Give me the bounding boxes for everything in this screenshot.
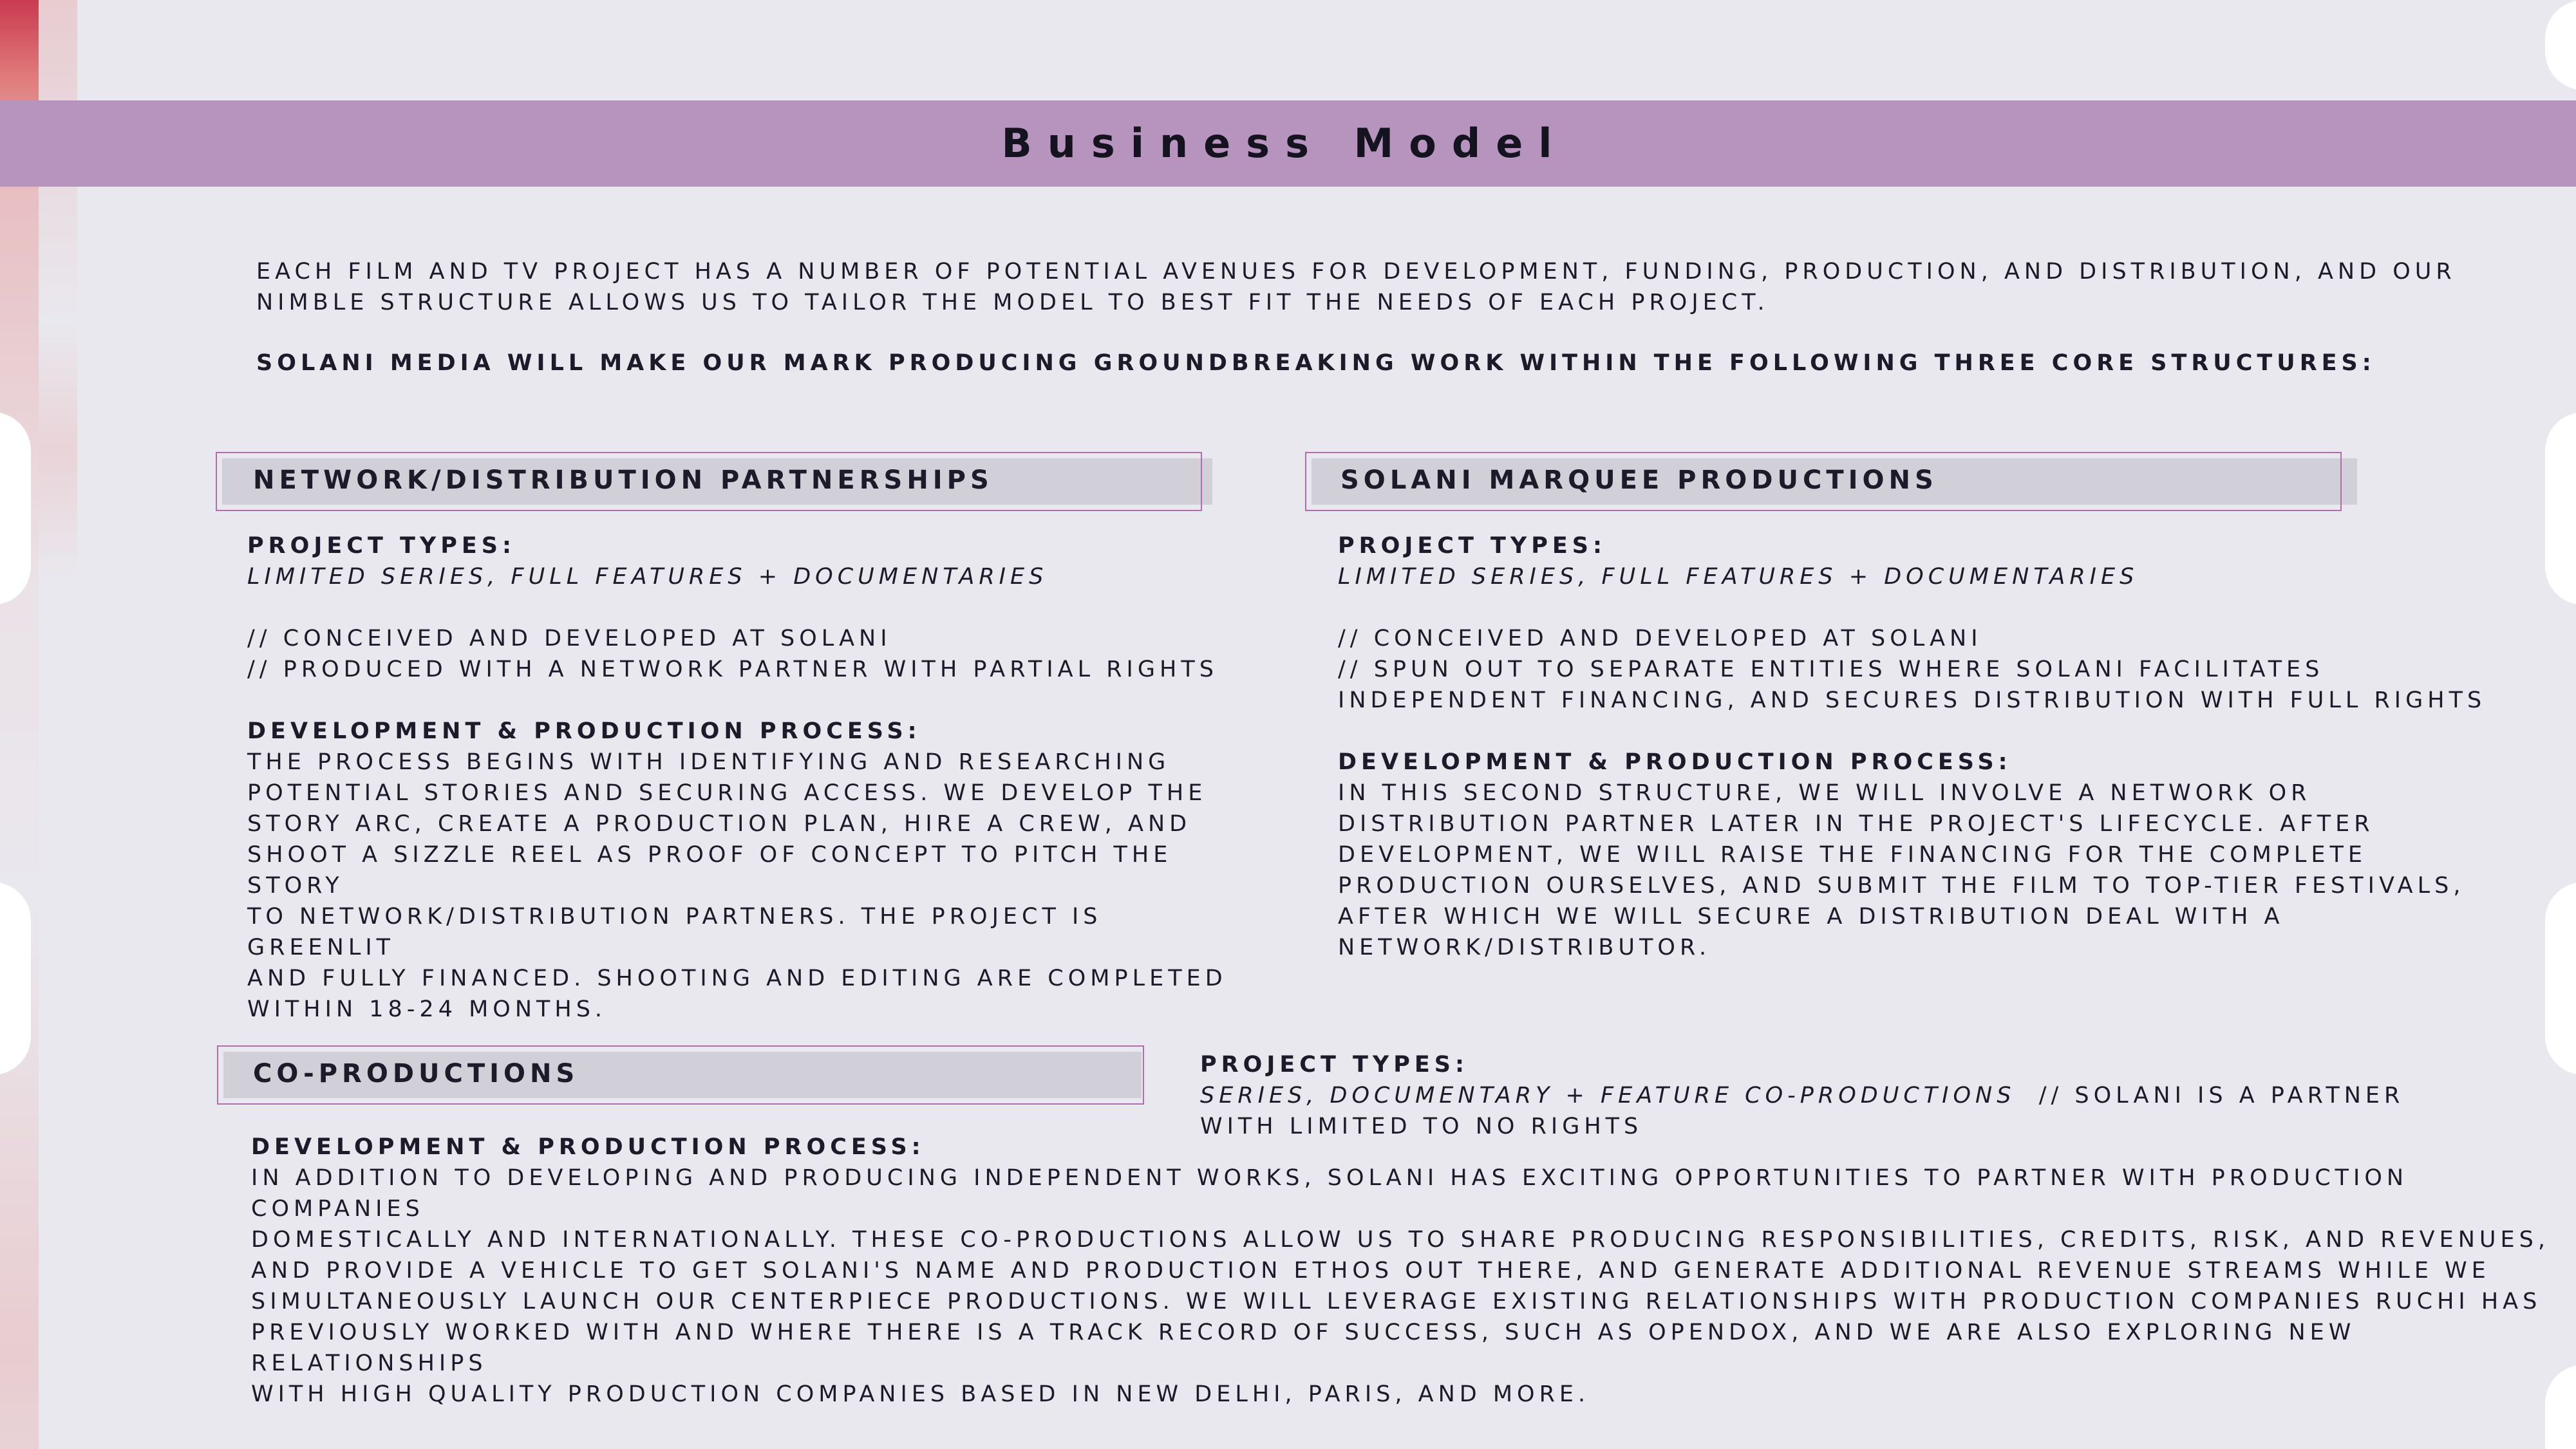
page-title: Business Model [1001,120,1568,167]
process-line: AFTER WHICH WE WILL SECURE A DISTRIBUTION DEAL WITH A [1338,904,2284,930]
project-types-rest: // SOLANI IS A PARTNER [2038,1083,2405,1108]
process-line: SIMULTANEOUSLY LAUNCH OUR CENTERPIECE PRODUCTIONS. WE WILL LEVERAGE EXISTING RELATIONSHIPS WITH PRODUCTION COMPANIES RUCHI HAS [251,1289,2542,1314]
process-line: THE PROCESS BEGINS WITH IDENTIFYING AND RESEARCHING [247,749,1170,775]
section-title-coprod: CO-PRODUCTIONS [253,1059,579,1089]
process-line: WITHIN 18-24 MONTHS. [247,996,607,1022]
process-label: DEVELOPMENT & PRODUCTION PROCESS: [251,1134,925,1160]
section-title-network: NETWORK/DISTRIBUTION PARTNERSHIPS [253,465,993,495]
bullet-line: // SPUN OUT TO SEPARATE ENTITIES WHERE SOLANI FACILITATES [1338,657,2324,682]
film-strip-left [0,0,39,1449]
process-line: AND FULLY FINANCED. SHOOTING AND EDITING ARE COMPLETED [247,966,1227,991]
process-label: DEVELOPMENT & PRODUCTION PROCESS: [247,718,921,744]
intro-statement: SOLANI MEDIA WILL MAKE OUR MARK PRODUCING GROUNDBREAKING WORK WITHIN THE FOLLOWING THREE CORE STRUCTURES: [256,350,2376,376]
bullet-line: // CONCEIVED AND DEVELOPED AT SOLANI [247,626,892,651]
sprocket-hole-right [2545,882,2576,1075]
process-line: IN ADDITION TO DEVELOPING AND PRODUCING INDEPENDENT WORKS, SOLANI HAS EXCITING OPPORTUNITIES TO PARTNER WITH PRODUCTION COMPANIES [251,1165,2409,1222]
process-line: PRODUCTION OURSELVES, AND SUBMIT THE FILM TO TOP-TIER FESTIVALS, [1338,873,2465,899]
process-line: IN THIS SECOND STRUCTURE, WE WILL INVOLVE A NETWORK OR [1338,780,2311,806]
process-label: DEVELOPMENT & PRODUCTION PROCESS: [1338,749,2012,775]
sprocket-hole-right [2545,0,2576,90]
section-body-coprod [251,1132,2556,1410]
project-types-value: LIMITED SERIES, FULL FEATURES + DOCUMENTARIES [247,564,1048,590]
project-types-value-cont: WITH LIMITED TO NO RIGHTS [1200,1114,1643,1139]
process-line: DEVELOPMENT, WE WILL RAISE THE FINANCING FOR THE COMPLETE [1338,842,2367,868]
process-line: AND PROVIDE A VEHICLE TO GET SOLANI'S NAME AND PRODUCTION ETHOS OUT THERE, AND GENERATE ADDITIONAL REVENUE STREAMS WHILE WE [251,1258,2490,1284]
section-body-network [247,530,1252,1025]
process-line: SHOOT A SIZZLE REEL AS PROOF OF CONCEPT TO PITCH THE STORY [247,842,1172,899]
bullet-line: INDEPENDENT FINANCING, AND SECURES DISTRIBUTION WITH FULL RIGHTS [1338,687,2487,713]
process-line: WITH HIGH QUALITY PRODUCTION COMPANIES BASED IN NEW DELHI, PARIS, AND MORE. [251,1381,1590,1407]
project-types-italic: SERIES, DOCUMENTARY + FEATURE CO-PRODUCTIONS [1200,1083,2016,1108]
process-line: DOMESTICALLY AND INTERNATIONALLY. THESE CO-PRODUCTIONS ALLOW US TO SHARE PRODUCING RESPONSIBILITIES, CREDITS, RISK, AND REVENUES, [251,1227,2550,1253]
sprocket-hole-right [2545,412,2576,605]
sprocket-hole-left [0,412,31,605]
film-strip-glow [39,0,77,1449]
process-line: DISTRIBUTION PARTNER LATER IN THE PROJECT'S LIFECYCLE. AFTER [1338,811,2374,837]
process-line: STORY ARC, CREATE A PRODUCTION PLAN, HIRE A CREW, AND [247,811,1192,837]
process-line: NETWORK/DISTRIBUTOR. [1338,935,1711,960]
section-body-marquee [1338,530,2497,963]
intro-paragraph: EACH FILM AND TV PROJECT HAS A NUMBER OF POTENTIAL AVENUES FOR DEVELOPMENT, FUNDING, PRODUCTION, AND DISTRIBUTION, AND OUR NIMBLE STRUCTURE ALLOWS US TO TAILOR THE MODEL TO BEST FIT THE NEEDS OF EACH PROJECT. [256,259,2456,315]
project-types-label: PROJECT TYPES: [1338,533,1607,559]
project-types-coprod [1200,1049,2423,1142]
process-line: POTENTIAL STORIES AND SECURING ACCESS. WE DEVELOP THE [247,780,1207,806]
section-title-marquee: SOLANI MARQUEE PRODUCTIONS [1340,465,1938,495]
bullet-line: // PRODUCED WITH A NETWORK PARTNER WITH PARTIAL RIGHTS [247,657,1218,682]
bullet-line: // CONCEIVED AND DEVELOPED AT SOLANI [1338,626,1982,651]
project-types-value [1200,1080,2423,1111]
sprocket-hole-left [0,882,31,1075]
process-line: TO NETWORK/DISTRIBUTION PARTNERS. THE PROJECT IS GREENLIT [247,904,1102,960]
project-types-label: PROJECT TYPES: [247,533,516,559]
project-types-value: LIMITED SERIES, FULL FEATURES + DOCUMENTARIES [1338,564,2139,590]
process-line: PREVIOUSLY WORKED WITH AND WHERE THERE IS A TRACK RECORD OF SUCCESS, SUCH AS OPENDOX, AND WE ARE ALSO EXPLORING NEW RELATIONSHIPS [251,1320,2356,1376]
project-types-label: PROJECT TYPES: [1200,1052,1469,1078]
